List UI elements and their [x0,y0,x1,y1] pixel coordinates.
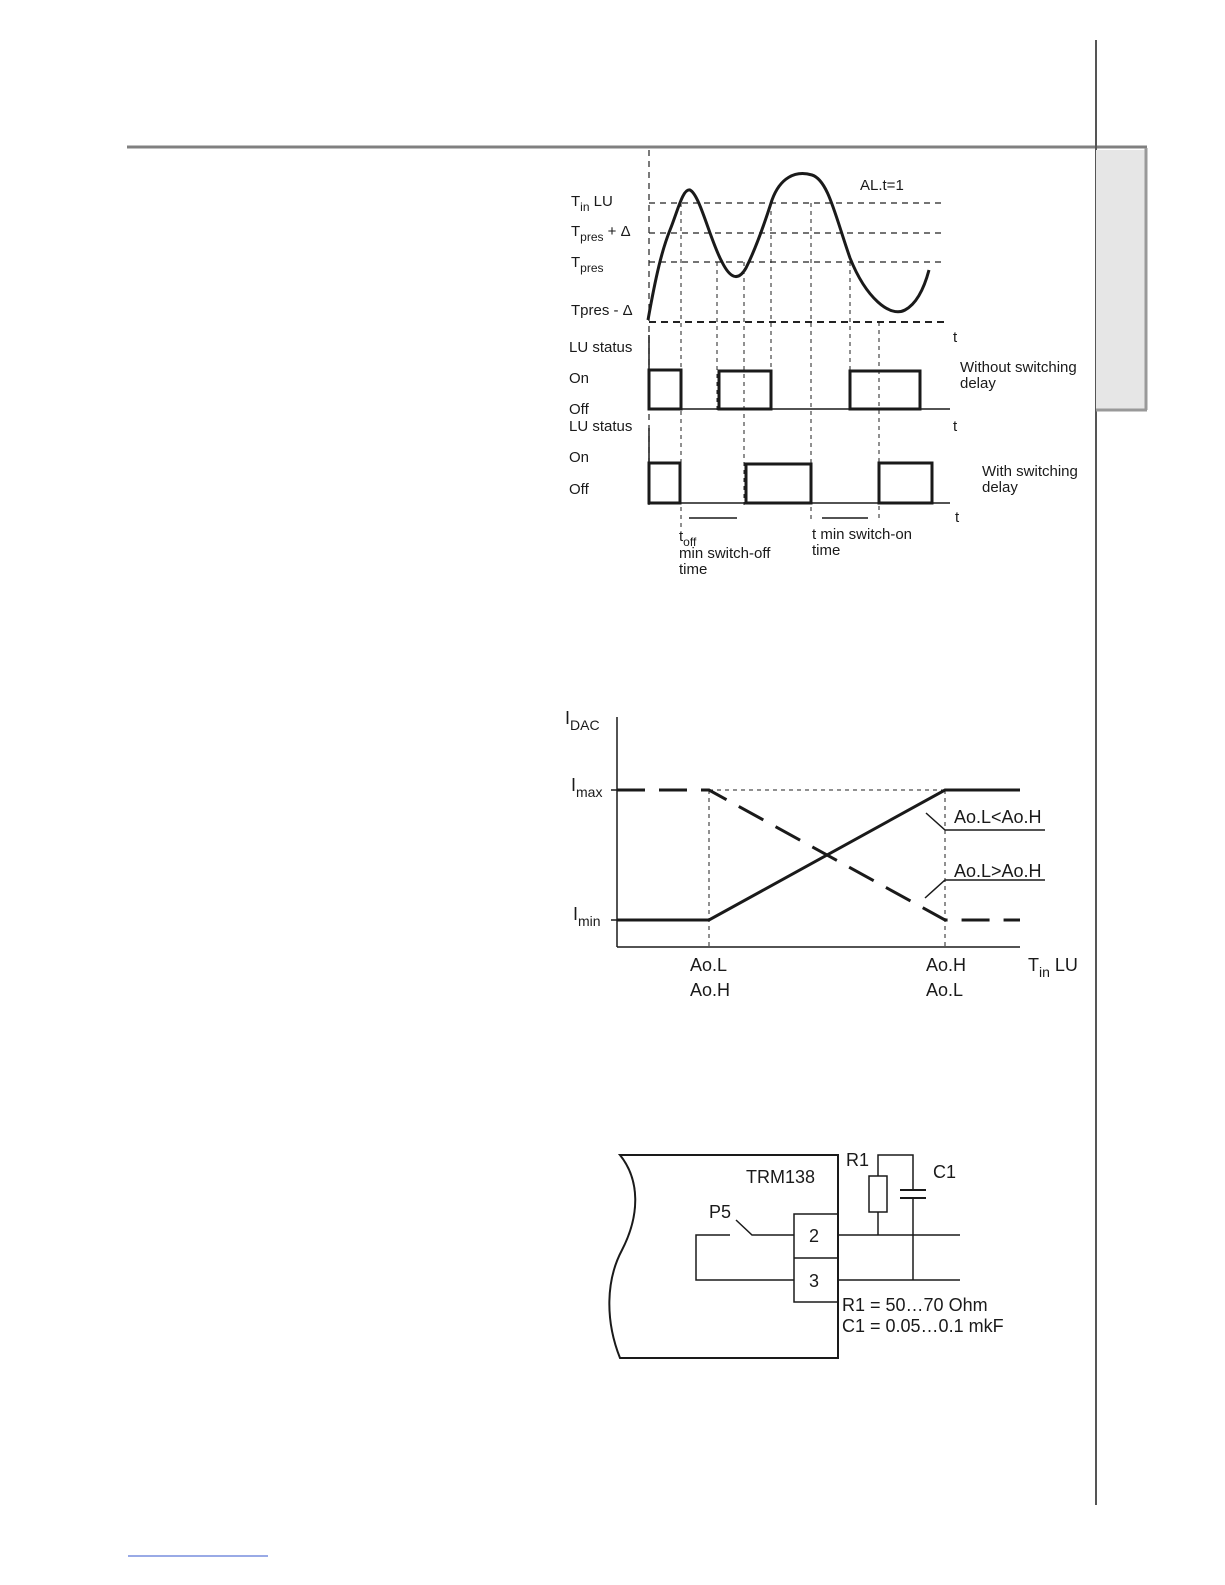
label-tin-lu: $T_{in}$ LU [571,193,613,214]
legend-dashed-label: Ao.L>Ao.H [954,861,1042,881]
legend-solid-label: Ao.L<Ao.H [954,807,1042,827]
r1-label: R1 [846,1150,870,1170]
c1-value: C1 = 0.05…0.1 mkF [842,1316,1004,1336]
caption-without-line2: delay [960,375,996,392]
imax-label: $I_{max}$ [571,775,603,800]
relay-label: P5 [709,1202,732,1222]
terminal-2-label: 2 [809,1226,820,1246]
device-label: TRM138 [746,1167,816,1187]
dac-y-axis-label: $I_{DAC}$ [565,708,600,733]
t-axis-label: t [953,418,958,435]
label-tpres-plus: $T_{pres} + \Delta$ [571,223,631,244]
toff-label: $t_{off}$ [679,528,697,549]
lu-status-label: LU status [569,418,633,435]
t-axis-label: t [953,329,958,346]
on-label: On [569,449,590,466]
dac-x-axis-label: $T_{in}$ LU [1028,955,1078,980]
lu-status-label: LU status [569,339,633,356]
off-label: Off [569,481,589,498]
r1-value: R1 = 50…70 Ohm [842,1295,988,1315]
x-right-label-2: Ao.L [926,980,964,1000]
toff-line3: time [679,561,708,578]
label-tpres: $T_{pres}$ [571,254,604,275]
t-axis-label: t [955,509,960,526]
ton-line1: t min switch-on [812,526,913,543]
on-label: On [569,370,590,387]
x-right-label-1: Ao.H [926,955,967,975]
label-tpres-minus: Tpres - Δ [571,302,633,319]
x-left-label-1: Ao.L [690,955,728,975]
alarm-type-label: AL.t=1 [860,177,904,194]
caption-without-line1: Without switching [960,359,1077,376]
imin-label: $I_{min}$ [573,904,601,929]
ton-line2: time [812,542,841,559]
off-label: Off [569,401,589,418]
toff-line2: min switch-off [679,545,771,562]
c1-label: C1 [933,1162,957,1182]
caption-with-line1: With switching [982,463,1078,480]
caption-with-line2: delay [982,479,1018,496]
x-left-label-2: Ao.H [690,980,731,1000]
terminal-3-label: 3 [809,1271,820,1291]
